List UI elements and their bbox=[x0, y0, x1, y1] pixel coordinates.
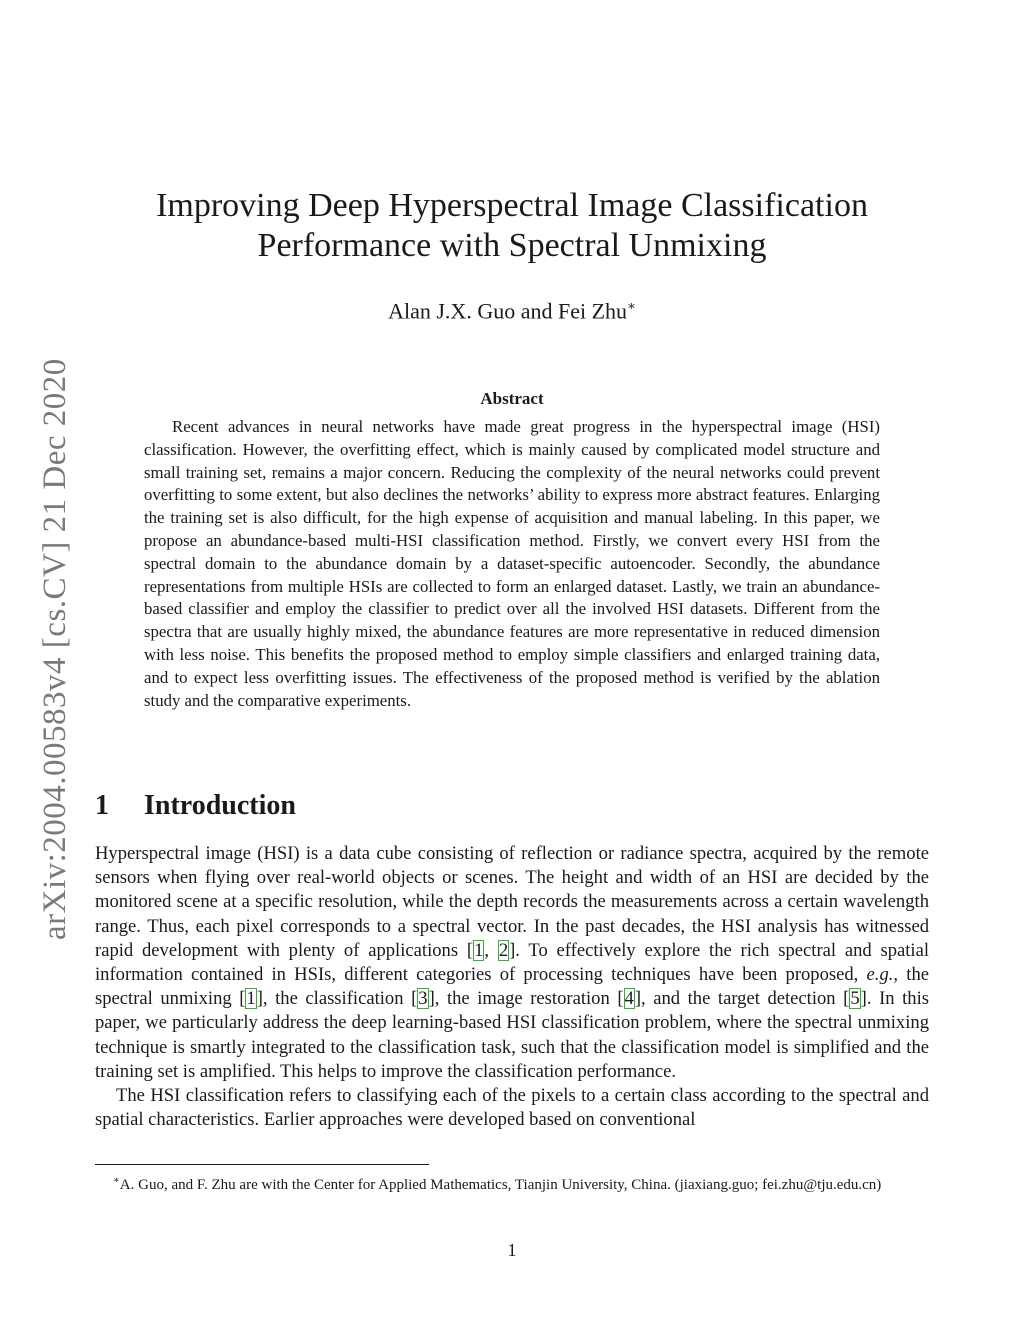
intro-paragraph-2: The HSI classification refers to classifying each of the pixels to a certain class according to the spectral and spatial characteristics. Earlier approaches were developed based on conventional bbox=[95, 1085, 929, 1131]
citation-link[interactable]: 5 bbox=[850, 988, 860, 1010]
citation-link[interactable]: 3 bbox=[418, 988, 428, 1010]
bracket: [ bbox=[466, 939, 474, 961]
citation-link[interactable]: 1 bbox=[246, 988, 256, 1010]
intro-text: , bbox=[484, 939, 498, 961]
abstract-heading: Abstract bbox=[480, 389, 544, 408]
section-number: 1 bbox=[95, 790, 109, 821]
paper-title-line-2: Performance with Spectral Unmixing bbox=[257, 227, 767, 264]
footnote-text: A. Guo, and F. Zhu are with the Center for Applied Mathematics, Tianjin University, China. (jiaxiang.guo; fei.zhu@tju.edu.cn) bbox=[119, 1177, 882, 1193]
author-list bbox=[95, 298, 929, 324]
introduction-body bbox=[95, 842, 929, 1132]
author-footnote-marker[interactable]: ∗ bbox=[627, 298, 636, 313]
paper-title bbox=[95, 186, 929, 266]
arxiv-identifier: arXiv:2004.00583v4 [cs.CV] 21 Dec 2020 bbox=[37, 358, 73, 940]
intro-text: Hyperspectral image (HSI) is a data cube consisting of reflection or radiance spectra, acquired by the remote sensors when flying over real-world objects or scenes. The height and width of an HSI are decided by the monitored scene at a specific resolution, while the depth records the measurements across a certain wavelength range. Thus, each pixel corresponds to a spectral vector. In the past decades, the HSI analysis has witnessed rapid development with plenty of applications bbox=[95, 843, 929, 961]
page-number: 1 bbox=[507, 1240, 517, 1260]
intro-paragraph-1 bbox=[95, 842, 929, 1084]
abstract-body: Recent advances in neural networks have made great progress in the hyperspectral image (HSI) classification. However, the overfitting effect, which is mainly caused by complicated model structure and small training set, remains a major concern. Reducing the complexity of the neural networks could prevent overfitting to some extent, but also declines the networks’ ability to express more abstract features. Enlarging the training set is also difficult, for the high expense of acquisition and manual labeling. In this paper, we propose an abundance-based multi-HSI classification method. Firstly, we convert every HSI from the spectral domain to the abundance domain by a dataset-specific autoencoder. Secondly, the abundance representations from multiple HSIs are collected to form an enlarged dataset. Lastly, we train an abundance-based classifier and employ the classifier to predict over all the involved HSI datasets. Different from the spectra that are usually highly mixed, the abundance features are more representative in reduced dimension with less noise. This benefits the proposed method to employ simple classifiers and enlarged training data, and to expect less overfitting issues. The effectiveness of the proposed method is verified by the ablation study and the comparative experiments. bbox=[144, 417, 880, 710]
intro-text: ], the classification [ bbox=[256, 988, 418, 1010]
footnote-marker: ∗ bbox=[113, 1175, 120, 1186]
footnote bbox=[95, 1170, 929, 1196]
section-heading bbox=[95, 790, 296, 822]
intro-eg: e.g. bbox=[866, 964, 894, 986]
footnote-divider bbox=[95, 1164, 429, 1165]
intro-text: ]. To effectively explore the rich spectral and spatial information contained in HSIs, different categories of processing techniques have been proposed, bbox=[95, 939, 930, 986]
citation-link[interactable]: 4 bbox=[624, 988, 634, 1010]
citation-link[interactable]: 1 bbox=[474, 939, 484, 961]
intro-text: ]. In this paper, we particularly address the deep learning-based HSI classification problem, where the spectral unmixing technique is smartly integrated to the classification task, such that the classification model is simplified and the training set is amplified. This helps to improve the classification performance. bbox=[95, 988, 929, 1082]
author-names: Alan J.X. Guo and Fei Zhu bbox=[388, 298, 628, 324]
intro-text: , the spectral unmixing [ bbox=[95, 964, 929, 1010]
intro-text: ], and the target detection [ bbox=[634, 988, 850, 1010]
intro-text: ], the image restoration [ bbox=[428, 988, 624, 1010]
paper-title-line-1: Improving Deep Hyperspectral Image Classification bbox=[156, 187, 868, 224]
section-title: Introduction bbox=[144, 790, 296, 821]
citation-link[interactable]: 2 bbox=[498, 939, 509, 961]
